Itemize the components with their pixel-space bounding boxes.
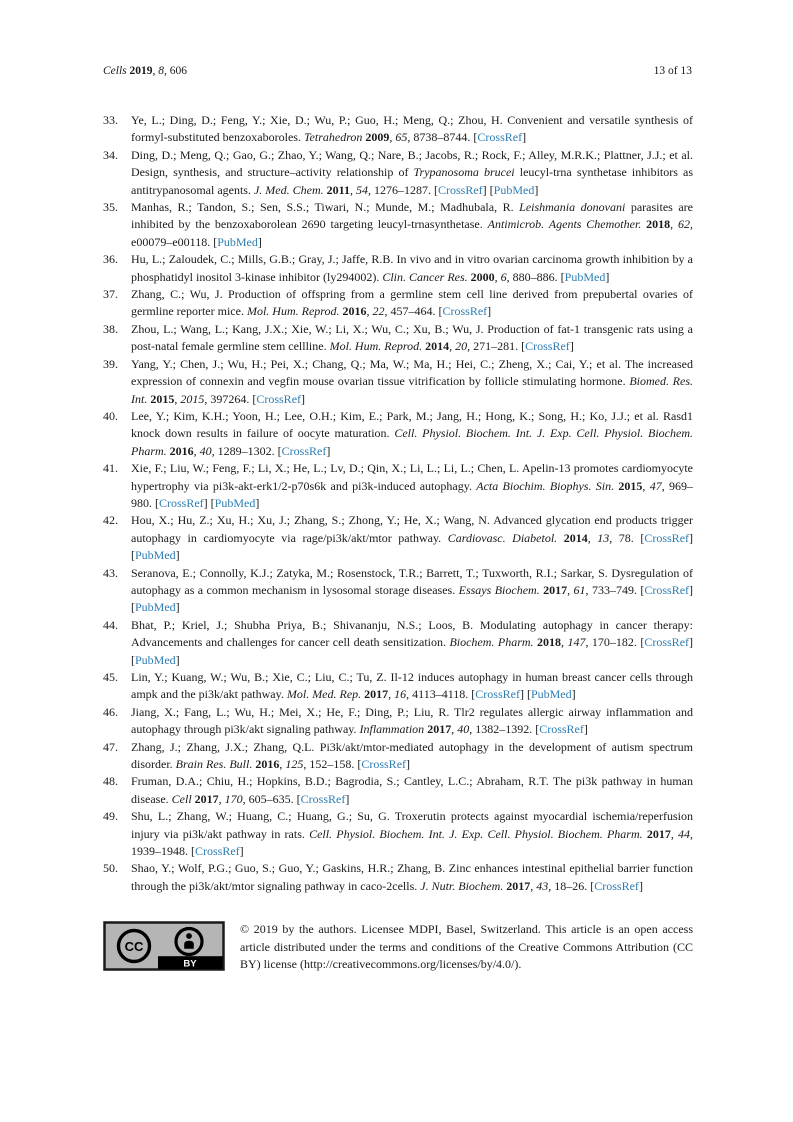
pubmed-link[interactable]: PubMed <box>135 600 176 615</box>
by-label: BY <box>183 958 197 970</box>
text-segment: 2014 <box>425 339 450 354</box>
text-segment: Xie, F.; Liu, W.; Feng, F.; Li, X.; He, L.; Lv, D.; Qin, X.; Li, L.; Li, L.; Chen, L. Apelin-13 promotes cardiomyocyte hypertrophy via pi3k-akt-erk1/2-p70s6k and pi3k-induced autophagy. <box>131 461 693 493</box>
text-segment: Yang, Y.; Chen, J.; Wu, H.; Pei, X.; Chang, Q.; Ma, W.; Ma, H.; Hei, C.; Zheng, X.; Cai, Y.; et al. The increased expression of connexin and vegfin mouse ovarian tissue vitrification by follicle stimulating hormone. <box>131 356 693 389</box>
reference-number: 41. <box>103 461 118 476</box>
text-segment: ] [ <box>482 182 494 197</box>
text-segment: , 1276–1287. [ <box>367 182 438 197</box>
reference-text <box>131 460 693 512</box>
text-segment: Manhas, R.; Tandon, S.; Sen, S.S.; Tiwari, N.; Munde, M.; Madhubala, R. <box>131 200 520 215</box>
text-segment: Lee, Y.; Kim, K.H.; Yoon, H.; Lee, O.H.; Kim, E.; Park, M.; Jang, H.; Hong, K.; Song, H.; Ko, J.J.; et al. Rasd1 knock down results in failure of oocyte maturation. <box>131 408 693 441</box>
reference-number: 39. <box>103 356 118 371</box>
reference-item <box>103 808 693 860</box>
text-segment: 13 <box>597 530 610 545</box>
text-segment: , <box>642 478 650 493</box>
text-segment: Hou, X.; Hu, Z.; Xu, H.; Xu, J.; Zhang, S.; Zhong, Y.; He, X.; Wang, N. Advanced glycation end products trigger autophagy in cardiomyocyte via rage/pi3k/akt/mtor pathway. <box>131 513 693 545</box>
text-segment: Shao, Y.; Wolf, P.G.; Guo, S.; Guo, Y.; Gaskins, H.R.; Zhang, B. Zinc enhances intestinal epithelial barrier function through the pi3k/akt/mtor signaling pathway in caco-2cells. <box>131 861 693 893</box>
text-segment: ] [ <box>131 635 694 667</box>
reference-item <box>103 321 693 356</box>
pubmed-link[interactable]: PubMed <box>530 687 572 702</box>
text-segment: 44 <box>678 826 691 841</box>
text-segment: , <box>567 582 574 597</box>
text-segment: Lin, Y.; Kuang, W.; Wu, B.; Xie, C.; Liu, C.; Tu, Z. Il-12 induces autophagy in human breast cancer cells through ampk and the pi3k/akt pathway. <box>131 670 693 702</box>
reference-item <box>103 356 693 408</box>
text-segment: Shu, L.; Zhang, W.; Huang, C.; Huang, G.; Su, G. Troxerutin protects against myocardial ischemia/reperfusion injury via pi3k/akt pathway in rats. <box>131 809 693 841</box>
reference-item <box>103 251 693 286</box>
crossref-link[interactable]: CrossRef <box>437 182 483 197</box>
license-block <box>103 921 693 976</box>
text-segment: , <box>670 826 679 841</box>
running-header <box>103 64 692 79</box>
reference-text <box>131 112 693 147</box>
text-segment: Mol. Hum. Reprod. <box>329 339 423 354</box>
reference-text <box>131 321 693 356</box>
text-segment: , <box>174 391 181 406</box>
crossref-link[interactable]: CrossRef <box>256 391 302 406</box>
reference-text <box>131 408 693 460</box>
crossref-link[interactable]: CrossRef <box>594 878 639 893</box>
text-segment: 2018 <box>646 217 671 232</box>
text-segment: 40 <box>199 443 212 458</box>
text-segment: 62 <box>678 217 691 232</box>
cc-by-badge[interactable] <box>103 921 225 976</box>
text-segment: parasites are inhibited by the benzoxaborolean 2690 targeting leucyl-trnasynthetase. <box>131 200 693 232</box>
text-segment: 2017 <box>506 878 531 893</box>
reference-item <box>103 460 693 512</box>
reference-number: 48. <box>103 774 118 789</box>
text-segment: Seranova, E.; Connolly, K.J.; Zatyka, M.; Rosenstock, T.R.; Barrett, T.; Tuxworth, R.I.; Sarkar, S. Dysregulation of autophagy as a common mechanism in lysosomal storage diseases. <box>131 565 693 597</box>
text-segment: , 457–464. [ <box>384 304 443 319</box>
reference-item <box>103 199 693 251</box>
text-segment: Cardiovasc. Diabetol. <box>447 530 558 545</box>
reference-number: 40. <box>103 408 118 423</box>
text-segment: , <box>388 687 395 702</box>
text-segment: Biomed. Res. Int. <box>131 374 693 406</box>
reference-text <box>131 773 693 808</box>
text-segment: ] <box>534 182 539 197</box>
text-segment: ] <box>571 687 576 702</box>
text-segment: , 605–635. [ <box>242 791 301 806</box>
reference-item <box>103 512 693 564</box>
text-segment: 65 <box>395 130 408 145</box>
text-segment: ] <box>345 791 350 806</box>
text-segment: ] <box>255 495 260 510</box>
crossref-link[interactable]: CrossRef <box>477 130 523 145</box>
text-segment: ] <box>522 130 527 145</box>
reference-number: 35. <box>103 200 118 215</box>
text-segment: ] <box>605 269 610 284</box>
text-segment: ] <box>326 443 331 458</box>
text-segment: , 397264. [ <box>204 391 257 406</box>
text-segment: Ye, L.; Ding, D.; Feng, Y.; Xie, D.; Wu, P.; Guo, H.; Meng, Q.; Zhou, H. Convenient and versatile synthesis of formyl-substituted benzoxaboroles. <box>131 113 693 145</box>
text-segment: Tetrahedron <box>303 130 363 145</box>
crossref-link[interactable]: CrossRef <box>361 757 407 772</box>
text-segment: 47 <box>649 478 662 493</box>
text-segment: Antimicrob. Agents Chemother. <box>487 217 642 232</box>
text-segment: J. Nutr. Biochem. <box>420 878 504 893</box>
reference-item <box>103 773 693 808</box>
reference-number: 49. <box>103 809 118 824</box>
reference-text <box>131 147 693 199</box>
text-segment: Zhang, C.; Wu, J. Production of offspring from a germline stem cell line derived from prepubertal ovaries of germline reporter mice. <box>131 287 693 319</box>
text-segment: ] <box>583 722 588 737</box>
cc-label: CC <box>124 938 144 954</box>
text-segment: , <box>561 635 568 650</box>
references-list <box>103 112 693 895</box>
reference-item <box>103 565 693 617</box>
text-segment: 43 <box>536 878 549 893</box>
text-segment: 54 <box>355 182 368 197</box>
reference-number: 47. <box>103 739 118 754</box>
text-segment: , <box>366 304 373 319</box>
crossref-link[interactable]: CrossRef <box>195 844 240 859</box>
text-segment: 2015 <box>150 391 175 406</box>
cc-by-badge-graphic <box>103 921 225 971</box>
reference-text <box>131 739 693 774</box>
pubmed-link[interactable]: PubMed <box>135 652 176 667</box>
reference-number: 34. <box>103 147 118 162</box>
crossref-link[interactable]: CrossRef <box>159 495 204 510</box>
text-segment: 2017 <box>646 826 671 841</box>
reference-text <box>131 286 693 321</box>
text-segment: 2011 <box>326 182 350 197</box>
text-segment: Mol. Hum. Reprod. <box>246 304 340 319</box>
crossref-link[interactable]: CrossRef <box>644 635 690 650</box>
text-segment: 2016 <box>169 443 194 458</box>
text-segment: Inflammation <box>359 722 425 737</box>
person-icon <box>186 933 192 939</box>
crossref-link[interactable]: CrossRef <box>525 339 570 354</box>
reference-number: 45. <box>103 670 118 684</box>
reference-text <box>131 251 693 286</box>
reference-item <box>103 112 693 147</box>
text-segment: Essays Biochem. <box>458 582 540 597</box>
text-segment: ] [ <box>203 495 215 510</box>
reference-text <box>131 512 693 564</box>
header-citation <box>103 64 187 79</box>
reference-text <box>131 565 693 617</box>
text-segment: Cell. Physiol. Biochem. Int. J. Exp. Cell. Physiol. Biochem. Pharm. <box>131 426 694 458</box>
reference-item <box>103 669 693 704</box>
pubmed-link[interactable]: PubMed <box>214 495 256 510</box>
text-segment: 16 <box>394 687 407 702</box>
reference-number: 42. <box>103 513 118 528</box>
reference-item <box>103 408 693 460</box>
text-segment: ] <box>406 757 411 772</box>
text-segment: Mol. Med. Rep. <box>286 687 362 702</box>
text-segment: leucyl-trna synthetase inhibitors as antitrypanosomal agents. <box>131 165 694 197</box>
text-segment: , 271–281. [ <box>467 339 526 354</box>
text-segment: ] <box>638 878 643 893</box>
text-segment: 2017 <box>194 791 219 806</box>
text-segment: , <box>670 217 679 232</box>
crossref-link[interactable]: CrossRef <box>644 530 690 545</box>
text-segment: ] [ <box>131 582 694 615</box>
text-segment: 6 <box>500 269 507 284</box>
text-segment: 2018 <box>537 635 561 650</box>
text-segment: , 606 <box>164 65 188 77</box>
text-segment: 2015 <box>618 478 643 493</box>
text-segment: Clin. Cancer Res. <box>382 269 468 284</box>
text-segment: ] [ <box>519 687 531 702</box>
text-segment: , <box>152 65 159 77</box>
pubmed-link[interactable]: PubMed <box>135 548 176 563</box>
text-segment: 22 <box>372 304 385 319</box>
text-segment: , <box>279 757 286 772</box>
reference-text <box>131 704 693 739</box>
reference-number: 33. <box>103 113 118 127</box>
reference-item <box>103 860 693 895</box>
text-segment: Cell <box>171 791 192 806</box>
text-segment: , 733–749. [ <box>585 582 645 597</box>
text-segment: 61 <box>573 582 586 597</box>
text-segment: , 8738–8744. [ <box>407 130 478 145</box>
reference-number: 37. <box>103 287 118 302</box>
text-segment: Trypanosoma brucei <box>413 165 515 180</box>
text-segment: 2000 <box>470 269 495 284</box>
text-segment: , 1939–1948. [ <box>131 826 694 859</box>
text-segment: , <box>587 530 598 545</box>
text-segment: 2016 <box>342 304 367 319</box>
text-segment: , 1382–1392. [ <box>469 722 540 737</box>
text-segment: Bhat, P.; Kriel, J.; Shubha Priya, B.; Shivananju, N.S.; Loos, B. Modulating autophagy in cancer therapy: Advancements and challenges for cancer cell death sensitization. <box>131 617 693 650</box>
crossref-link[interactable]: CrossRef <box>281 443 327 458</box>
header-page-number: 13 of 13 <box>653 65 692 77</box>
text-segment: ] <box>239 844 244 859</box>
text-segment: 2015 <box>180 391 205 406</box>
text-segment: , <box>451 722 458 737</box>
text-segment: 125 <box>285 757 304 772</box>
text-segment: J. Med. Chem. <box>253 182 324 197</box>
text-segment: ] <box>301 391 306 406</box>
crossref-link[interactable]: CrossRef <box>475 687 520 702</box>
text-segment: ] <box>175 600 180 615</box>
text-segment: Cells <box>103 65 127 77</box>
reference-text <box>131 617 693 669</box>
text-segment: , 880–886. [ <box>506 269 565 284</box>
reference-number: 36. <box>103 252 118 267</box>
license-text: © 2019 by the authors. Licensee MDPI, Basel, Switzerland. This article is an open access article distributed under the terms and conditions of the Creative Commons Attribution (CC BY) license (http://creativecommons.org/licenses/by/4.0/). <box>240 922 693 972</box>
text-segment: , 4113–4118. [ <box>406 687 476 702</box>
text-segment: , <box>530 878 537 893</box>
text-segment: 2016 <box>255 757 280 772</box>
text-segment: Fruman, D.A.; Chiu, H.; Hopkins, B.D.; Bagrodia, S.; Cantley, L.C.; Abraham, R.T. The pi3k pathway in human disease. <box>131 774 693 806</box>
pubmed-link[interactable]: PubMed <box>493 182 535 197</box>
text-segment: 2017 <box>427 722 452 737</box>
text-segment: Leishmania donovani <box>519 200 626 215</box>
reference-text <box>131 356 693 408</box>
text-segment: , <box>389 130 396 145</box>
text-segment: ] <box>175 652 180 667</box>
text-segment: Zhou, L.; Wang, L.; Kang, J.X.; Xie, W.; Li, X.; Wu, C.; Xu, B.; Wu, J. Production of fat-1 transgenic rats using a post-natal female germline stem cellline. <box>131 321 693 354</box>
reference-item <box>103 147 693 199</box>
reference-number: 44. <box>103 617 118 632</box>
reference-text <box>131 199 693 251</box>
text-segment: Jiang, X.; Fang, L.; Wu, H.; Mei, X.; He, F.; Ding, P.; Liu, R. Tlr2 regulates allergic airway inflammation and autophagy through pi3k/akt signaling pathway. <box>131 704 693 737</box>
text-segment: 170 <box>224 791 243 806</box>
text-segment: , <box>193 443 200 458</box>
text-segment: 2019 <box>129 65 153 77</box>
text-segment: Biochem. Pharm. <box>449 635 534 650</box>
reference-number: 43. <box>103 565 118 580</box>
text-segment: 147 <box>567 635 586 650</box>
reference-text <box>131 808 693 860</box>
text-segment: , e00079–e00118. [ <box>131 217 694 249</box>
text-segment: , 78. [ <box>609 530 645 545</box>
text-segment: 20 <box>455 339 468 354</box>
crossref-link[interactable]: CrossRef <box>644 582 690 597</box>
text-segment: , <box>218 791 225 806</box>
reference-number: 46. <box>103 704 118 719</box>
text-segment: , 969–980. [ <box>131 478 693 510</box>
reference-text <box>131 669 693 704</box>
text-segment: ] <box>569 339 574 354</box>
reference-item <box>103 739 693 774</box>
text-segment: Acta Biochim. Biophys. Sin. <box>476 478 615 493</box>
text-segment: 2014 <box>563 530 588 545</box>
crossref-link[interactable]: CrossRef <box>442 304 488 319</box>
person-body-icon <box>184 941 194 949</box>
text-segment: ] <box>487 304 492 319</box>
text-segment: 2009 <box>365 130 390 145</box>
text-segment: , <box>494 269 501 284</box>
text-segment: ] [ <box>131 530 694 563</box>
reference-item <box>103 617 693 669</box>
reference-text <box>131 860 693 895</box>
reference-item <box>103 704 693 739</box>
crossref-link[interactable]: CrossRef <box>300 791 346 806</box>
text-segment: Cell. Physiol. Biochem. Int. J. Exp. Cell. Physiol. Biochem. Pharm. <box>309 826 643 841</box>
text-segment: 2017 <box>364 687 389 702</box>
reference-item <box>103 286 693 321</box>
text-segment: , 152–158. [ <box>303 757 362 772</box>
reference-number: 38. <box>103 321 118 336</box>
text-segment: 8 <box>158 65 165 77</box>
reference-number: 50. <box>103 861 118 876</box>
text-segment: 2017 <box>543 582 568 597</box>
text-segment: Ding, D.; Meng, Q.; Gao, G.; Zhao, Y.; Wang, Q.; Nare, B.; Jacobs, R.; Rock, F.; Alley, M.R.K.; Plattner, J.J.; et al. Design, synthesis, and structure–activity relationship of <box>131 147 693 180</box>
text-segment: , 170–182. [ <box>585 635 645 650</box>
pubmed-link[interactable]: PubMed <box>217 234 258 249</box>
text-segment: , 1289–1302. [ <box>211 443 282 458</box>
text-segment: 40 <box>457 722 470 737</box>
text-segment: Zhang, J.; Zhang, J.X.; Zhang, Q.L. Pi3k/akt/mtor-mediated autophagy in the development of autism spectrum disorder. <box>131 739 693 772</box>
text-segment: ] <box>257 234 262 249</box>
text-segment: Hu, L.; Zaloudek, C.; Mills, G.B.; Gray, J.; Jaffe, R.B. In vivo and in vitro ovarian carcinoma growth inhibition by a phosphatidyl inositol 3-kinase inhibitor (ly294002). <box>131 252 693 284</box>
text-segment: , <box>449 339 456 354</box>
text-segment: , <box>349 182 356 197</box>
crossref-link[interactable]: CrossRef <box>539 722 584 737</box>
pubmed-link[interactable]: PubMed <box>564 269 606 284</box>
text-segment: ] <box>175 548 180 563</box>
text-segment: Brain Res. Bull. <box>175 757 253 772</box>
text-segment: , 18–26. [ <box>548 878 595 893</box>
